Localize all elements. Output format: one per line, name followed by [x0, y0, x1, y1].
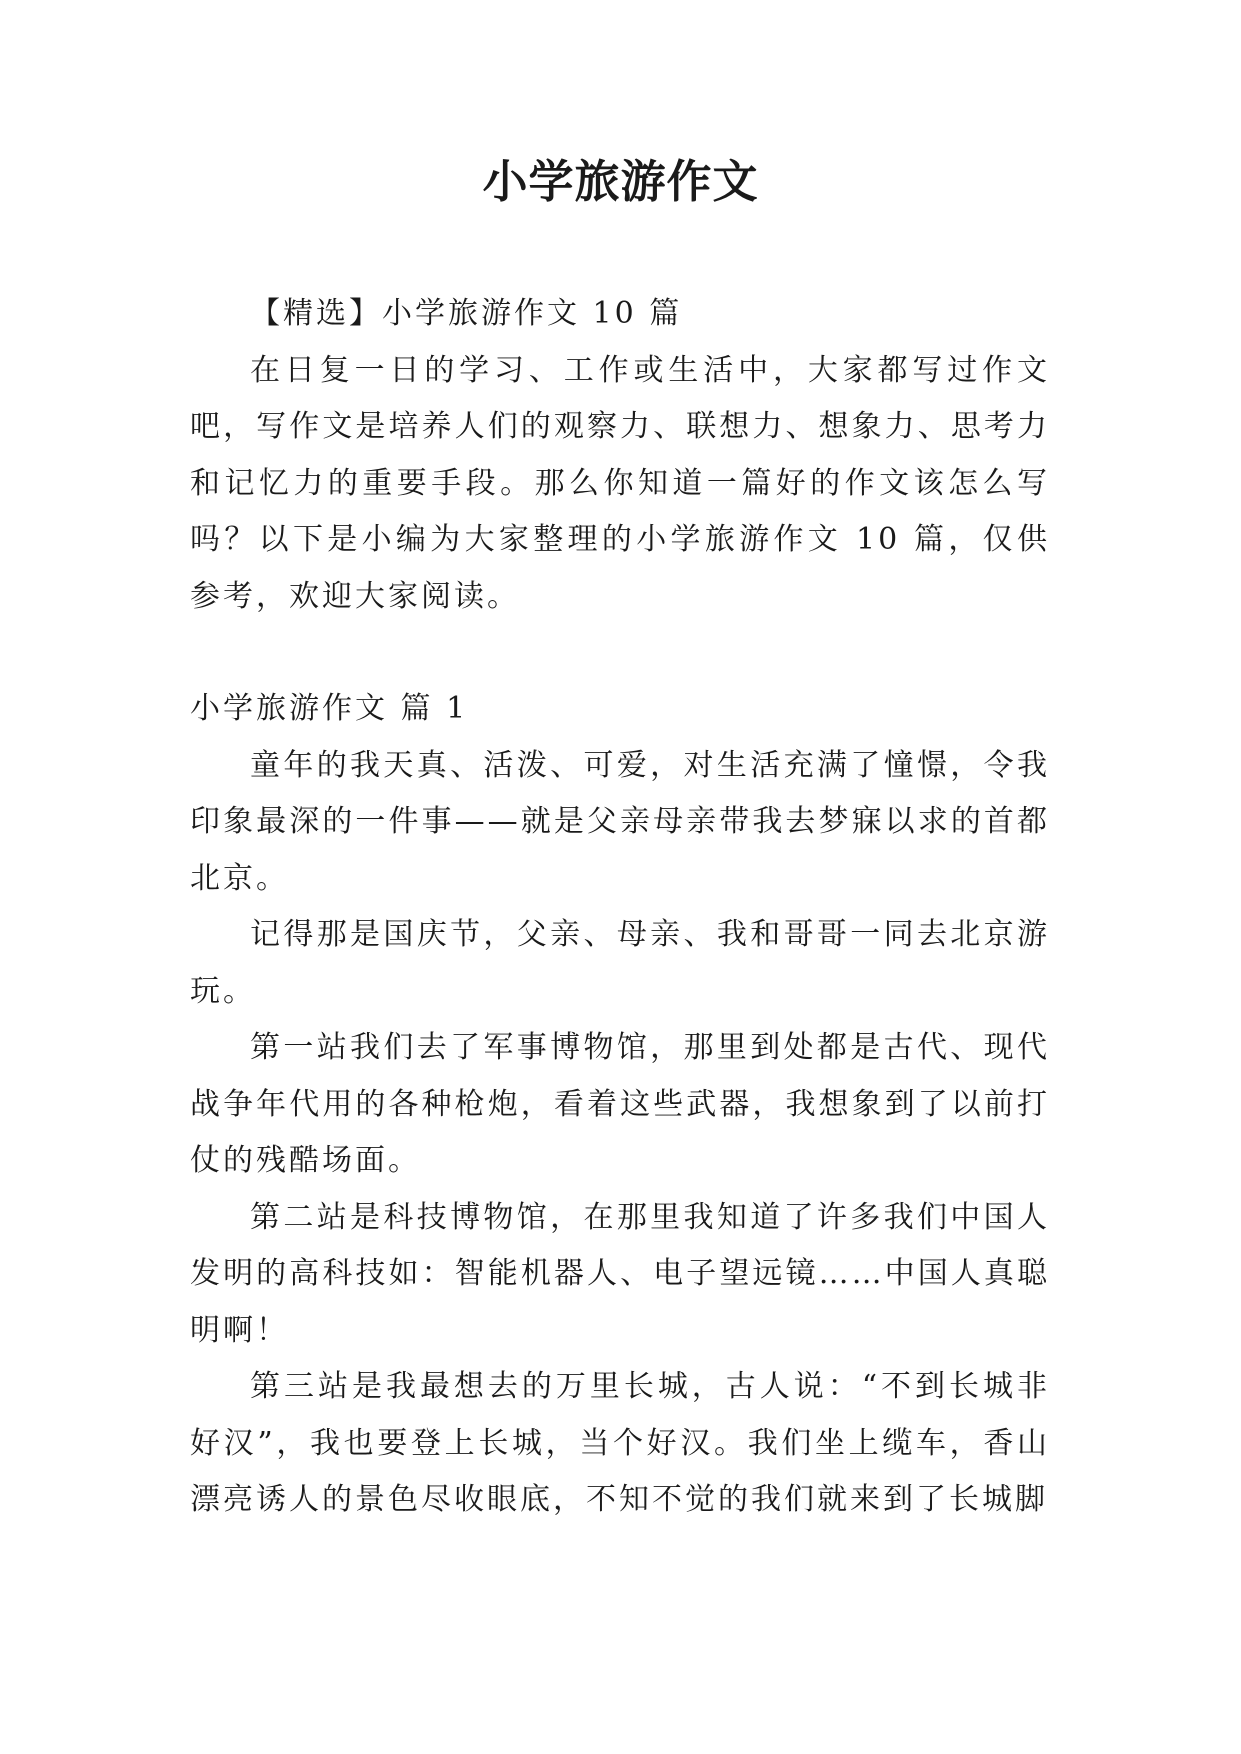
paragraph: 记得那是国庆节，父亲、母亲、我和哥哥一同去北京游玩。: [190, 917, 1050, 1009]
paragraph: 童年的我天真、活泼、可爱，对生活充满了憧憬，令我印象最深的一件事——就是父亲母亲带我去梦寐以求的首都北京。: [190, 747, 1050, 896]
document-title: 小学旅游作文: [482, 155, 759, 208]
paragraph: 第二站是科技博物馆，在那里我知道了许多我们中国人发明的高科技如：智能机器人、电子望远镜……中国人真聪明啊！: [190, 1199, 1050, 1348]
document-subtitle: 【精选】小学旅游作文 10 篇: [250, 296, 683, 331]
paragraph: 第三站是我最想去的万里长城，古人说：“不到长城非好汉”，我也要登上长城，当个好汉。我们坐上缆车，香山漂亮诱人的景色尽收眼底，不知不觉的我们就来到了长城脚: [190, 1369, 1050, 1517]
document-body: [190, 286, 1050, 1529]
intro-paragraph: 在日复一日的学习、工作或生活中，大家都写过作文吧，写作文是培养人们的观察力、联想力、想象力、思考力和记忆力的重要手段。那么你知道一篇好的作文该怎么写吗？以下是小编为大家整理的小学旅游作文 10 篇，仅供参考，欢迎大家阅读。: [190, 352, 1050, 614]
paragraph: 第一站我们去了军事博物馆，那里到处都是古代、现代战争年代用的各种枪炮，看着这些武器，我想象到了以前打仗的残酷场面。: [190, 1030, 1050, 1178]
section-heading: 小学旅游作文 篇 1: [190, 691, 469, 726]
